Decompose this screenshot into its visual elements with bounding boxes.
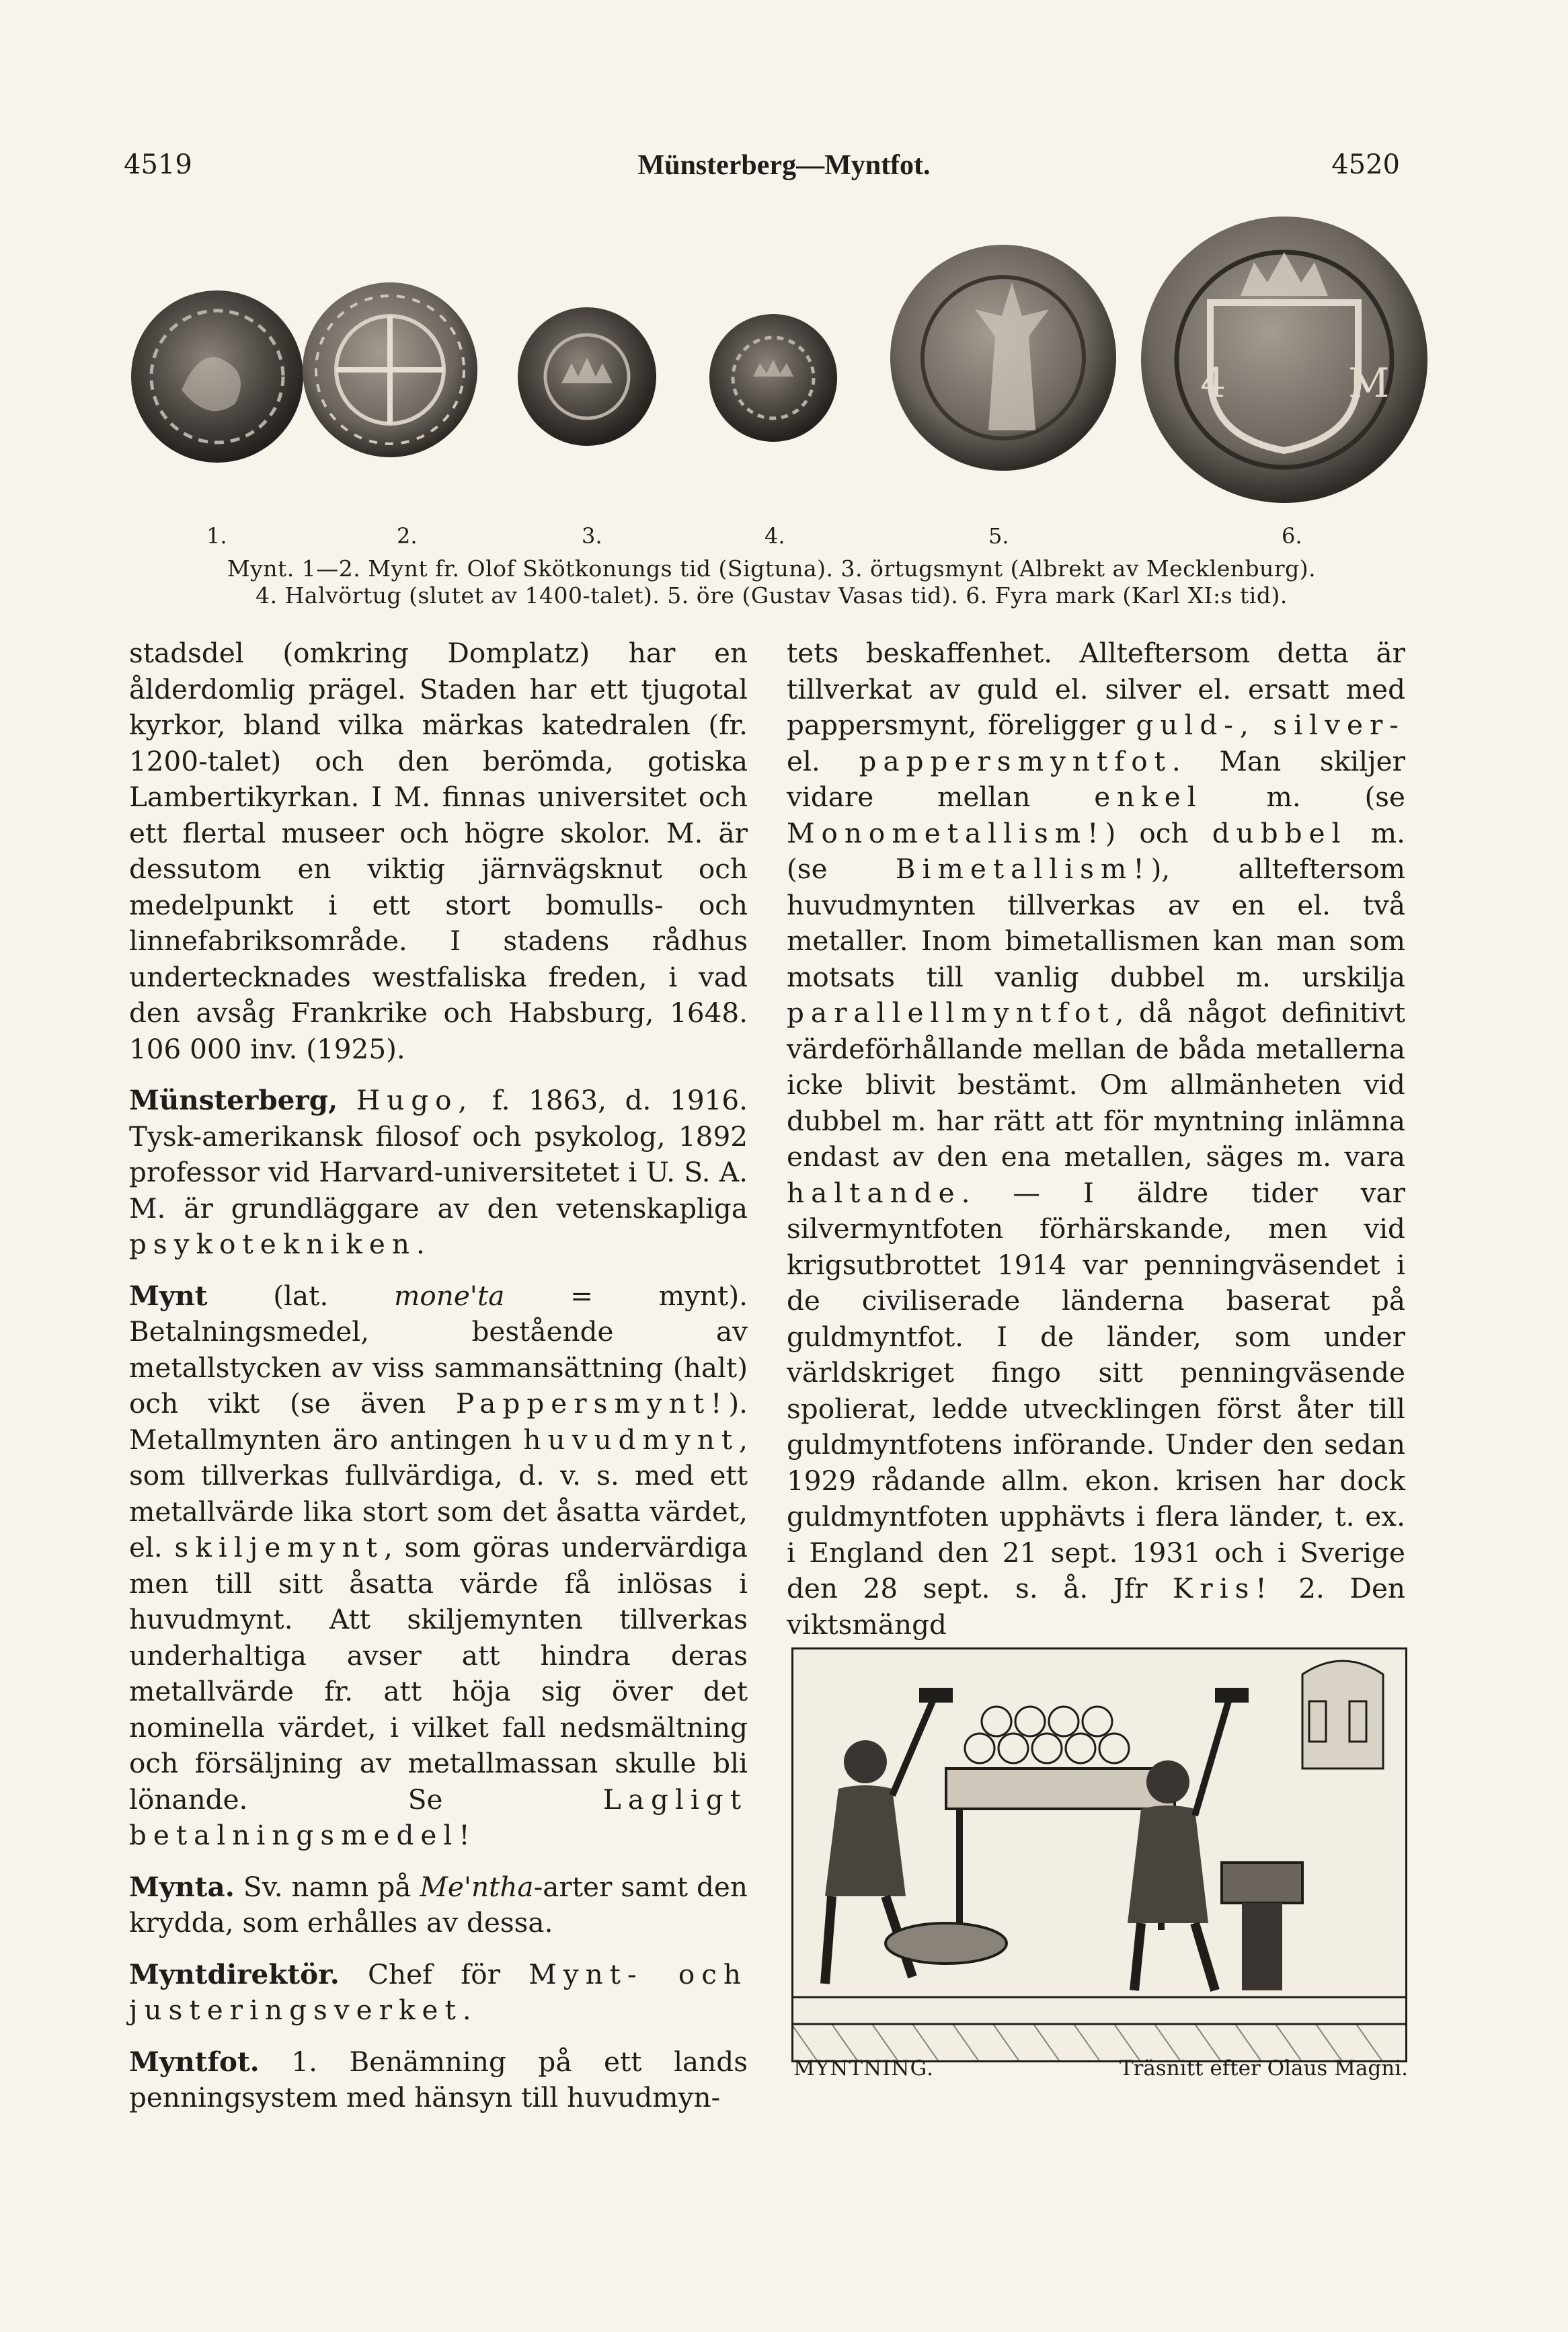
woodcut-caption-title: MYNTNING.: [793, 2056, 935, 2081]
latin-term: mone'ta: [393, 1279, 505, 1312]
entry-munster-continued: [129, 635, 748, 1067]
latin-term: Me'ntha: [420, 1870, 534, 1903]
crossref-psykotekniken: psykotekniken: [129, 1228, 416, 1260]
term-parallellmyntfot: parallellmyntfot: [787, 997, 1115, 1029]
coin-number-2: 2.: [397, 523, 418, 549]
crossref-pappersmynt: Pappersmynt!: [455, 1387, 729, 1420]
entry-text: 1. Benämning på ett lands penningsystem med hänsyn till huvudmyn-: [129, 2045, 748, 2113]
entry-text: . — I äldre tider var silvermyntfoten förhärskande, men vid krigsutbrottet 1914 var penningväsendet i de civiliserade länderna baserat på guldmyntfot. I de länder, som under världskriget fingo sitt penningväsende spolierat, ledde utvecklingen först åter till guldmyntfotens införande. Under den sedan 1929 rådande allm. ekon. krisen har dock guldmyntfoten upphävts i flera länder, t. ex. i England den 21 sept. 1931 och i Sverige den 28 sept. s. å. Jfr: [787, 1176, 1405, 1604]
entry-text: = mynt). Betalningsmedel, bestående av metallstycken av viss sammansättning (halt) och vikt (se även: [129, 1279, 748, 1420]
coin-caption: [131, 555, 1412, 609]
term-enkel: enkel: [1094, 781, 1203, 813]
page-number-left: 4519: [124, 149, 192, 180]
crossref-kris: Kris!: [1173, 1572, 1273, 1604]
entry-text: Chef för: [339, 1957, 529, 1990]
lemma-munsterberg: Münsterberg,: [129, 1084, 338, 1116]
entry-text: m. (se: [1202, 781, 1405, 813]
crossref-mynt-och-justeringsverket: Mynt- och justeringsverket: [129, 1957, 748, 2026]
svg-text:4: 4: [1200, 360, 1226, 407]
entry-text: ), allteftersom huvudmynten tillverkas av en el. två metaller. Inom bimetallismen kan man som motsats till vanlig dubbel m. urskilja: [787, 853, 1405, 993]
entry-text: Sv. namn på: [234, 1870, 420, 1903]
paragraph-text: stadsdel (omkring Domplatz) har en ålderdomlig prägel. Staden har ett tjugotal kyrkor, bland vilka märkas katedralen (fr. 1200-talet) och den berömda, gotiska Lambertikyrkan. I M. finnas universitet och ett flertal museer och högre skolor. M. är dessutom en viktig järnvägsknut och medelpunkt i ett stort bomulls- och linnefabriksområde. I stadens rådhus undertecknades westfaliska freden, i vad den avsåg Frankrike och Habsburg, 1648. 106 000 inv. (1925).: [129, 637, 748, 1065]
coin-number-5: 5.: [988, 523, 1009, 549]
lemma-myntdirektor: Myntdirektör.: [129, 1957, 340, 1990]
entry-myntfot: [129, 2044, 748, 2116]
lemma-myntfot: Myntfot.: [129, 2045, 260, 2078]
lemma-mynt: Mynt: [129, 1279, 208, 1312]
term-haltande: haltande: [787, 1176, 962, 1209]
term-huvudmynt: huvudmynt: [523, 1423, 740, 1456]
entry-text: ). Metallmynten äro antingen: [129, 1387, 748, 1456]
entry-text: el.: [787, 744, 859, 777]
woodcut-caption-credit: Träsnitt efter Olaus Magni.: [1119, 2056, 1408, 2081]
entry-mynta: [129, 1869, 748, 1941]
coin-2: [303, 282, 477, 457]
crossref-bimetallism: Bimetallism!: [895, 853, 1151, 885]
spaced-name: Hugo,: [356, 1084, 474, 1116]
crossref-monometallism: Monometallism!: [787, 816, 1105, 849]
woodcut-illustration: [791, 1647, 1407, 2062]
coin-number-1: 1.: [206, 523, 227, 549]
coin-number-3: 3.: [582, 523, 602, 549]
entry-text: (lat.: [207, 1279, 394, 1312]
entry-text: . Man skiljer vidare mellan: [787, 744, 1406, 813]
page-number-right: 4520: [1331, 149, 1400, 180]
coin-3: [518, 307, 656, 446]
coin-illustration: [0, 0, 1568, 538]
coin-number-6: 6.: [1282, 523, 1302, 549]
coin-5: [890, 245, 1116, 471]
coin-caption-line-2: 4. Halvörtug (slutet av 1400-talet). 5. öre (Gustav Vasas tid). 6. Fyra mark (Karl XI:s tid).: [256, 582, 1288, 609]
coin-4: [709, 314, 837, 442]
running-head: Münsterberg—Myntfot.: [637, 150, 931, 181]
term-skiljemynt: skiljemynt: [174, 1531, 384, 1563]
coin-6: [1141, 217, 1427, 503]
entry-myntfot-continued: [787, 635, 1405, 1643]
coin-1: [131, 290, 303, 463]
coin-caption-line-1: Mynt. 1—2. Mynt fr. Olof Skötkonungs tid (Sigtuna). 3. örtugsmynt (Albrekt av Mecklenburg).: [227, 555, 1317, 582]
lemma-mynta: Mynta.: [129, 1870, 235, 1903]
entry-text: f. 1863, d. 1916. Tysk-amerikansk filosof och psykolog, 1892 professor vid Harvard-universitetet i U. S. A. M. är grundläggare av den vetenskapliga: [129, 1084, 748, 1225]
entry-text: 2. Den viktsmängd: [787, 1572, 1405, 1641]
entry-myntdirektor: [129, 1957, 748, 2029]
entry-text: ) och: [1105, 816, 1212, 849]
entry-text: m. (se: [787, 816, 1405, 885]
entry-mynt: [129, 1278, 748, 1854]
entry-text: , då något definitivt värdeförhållande mellan de båda metallerna icke blivit bestämt. Om allmänheten vid dubbel m. har rätt att för myntning inlämna endast av den ena metallen, säges m. vara: [787, 997, 1405, 1173]
right-column: [787, 635, 1405, 1643]
left-column: [129, 635, 748, 2116]
entry-text: , som göras undervärdiga men till sitt åsatta värde få inlösas i huvudmynt. Att skiljemynten tillverkas underhaltiga avser att hindra deras metallvärde fr. att höja sig över det nominella värdet, i vilket fall nedsmältning och försäljning av metallmassan skulle bli lönande. Se: [129, 1531, 748, 1816]
entry-text: tets beskaffenhet. Allteftersom detta är tillverkat av guld el. silver el. ersatt med pappersmynt, föreligger: [787, 637, 1405, 741]
entry-text: -arter samt den krydda, som erhålles av dessa.: [129, 1870, 748, 1939]
coin-number-4: 4.: [765, 523, 785, 549]
svg-text:M: M: [1348, 360, 1390, 407]
entry-munsterberg: [129, 1083, 748, 1263]
entry-text-end: .: [416, 1228, 425, 1260]
entry-text: .: [462, 1994, 471, 2026]
entry-text: , som tillverkas fullvärdiga, d. v. s. med ett metallvärde lika stort som det åsatta värdet, el.: [129, 1423, 748, 1563]
term-guld-silver: guld-, silver-: [1136, 709, 1405, 741]
term-dubbel: dubbel: [1212, 816, 1347, 849]
term-pappersmyntfot: pappersmyntfot: [859, 744, 1172, 777]
crossref-lagligt-betalningsmedel: Lagligt betalningsmedel!: [129, 1783, 748, 1851]
